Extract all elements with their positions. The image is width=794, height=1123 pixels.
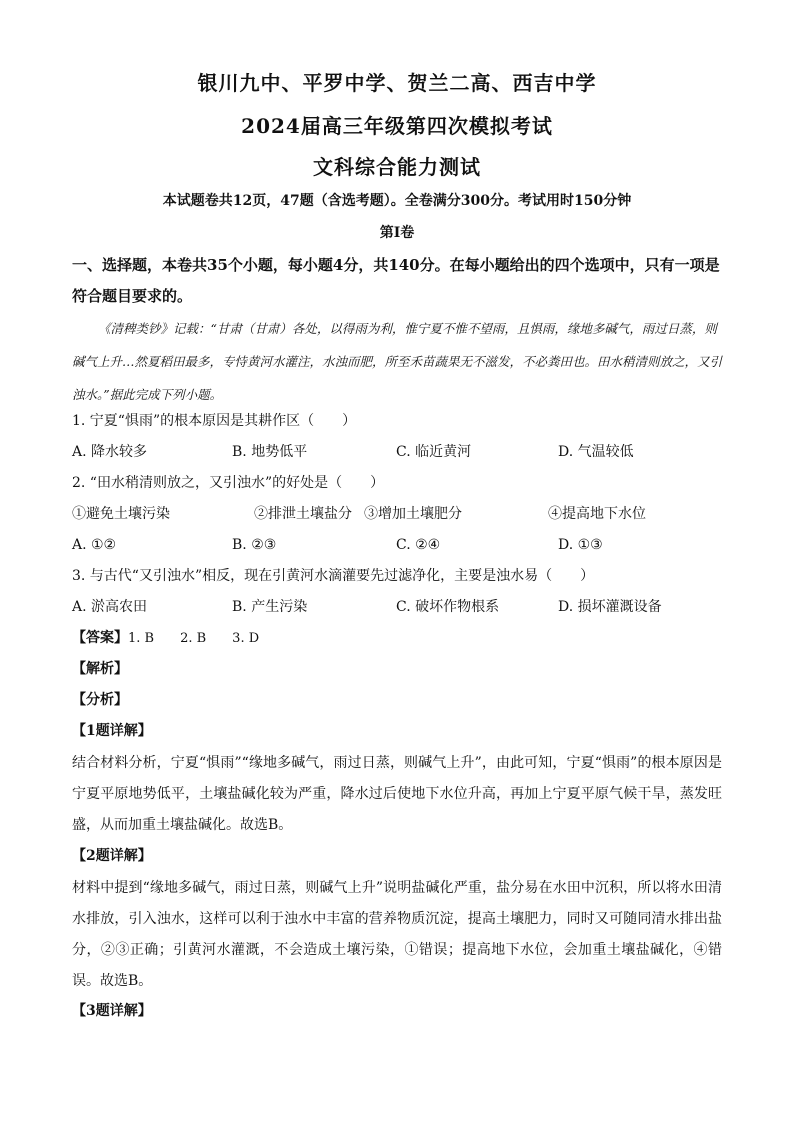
reading-passage: 《清稗类钞》记载：“甘肃（甘肃）各处，以得雨为利，惟宁夏不惟不望雨，且惧雨，缘地多碱气，雨过日蒸，则碱气上升…然夏稻田最多，专恃黄河水灌注，水浊而肥，所至禾苗蔬果无不滋发，不必粪田也。田水稍清则放之，又引浊水。”据此完成下列小题。 — [72, 321, 723, 402]
answer-line — [72, 627, 259, 650]
section-heading: 一、选择题，本卷共35个小题，每小题4分，共140分。在每小题给出的四个选项中，只有一项是符合题目要求的。 — [72, 256, 720, 305]
subject-title: 文科综合能力测试 — [313, 155, 481, 179]
option-a: A. 淤高农田 — [72, 599, 148, 615]
q1-detail-title: 【1题详解】 — [72, 723, 152, 739]
question-2-options — [72, 534, 722, 556]
question-2-stem: 2. “田水稍清则放之，又引浊水”的好处是（ ） — [72, 475, 385, 491]
question-3-options — [72, 596, 722, 618]
option-c: C. 破坏作物根系 — [396, 599, 500, 615]
question-3-stem: 3. 与古代“又引浊水”相反，现在引黄河水滴灌要先过滤净化，主要是浊水易（ ） — [72, 568, 595, 584]
q2-detail-text: 材料中提到“缘地多碱气，雨过日蒸，则碱气上升”说明盐碱化严重，盐分易在水田中沉积，所以将水田清水排放，引入浊水，这样可以利于浊水中丰富的营养物质沉淀，提高土壤肥力，同时又可随同清水排出盐分，②③正确；引黄河水灌溉，不会造成土壤污染，①错误；提高地下水位，会加重土壤盐碱化，④错误。故选B。 — [72, 880, 722, 989]
option-a: A. 降水较多 — [72, 444, 148, 460]
q2-detail-title: 【2题详解】 — [72, 848, 152, 864]
question-1-options — [72, 441, 722, 463]
option-a: A. ①② — [72, 537, 117, 553]
statement-3: ③增加土壤肥分 — [364, 506, 462, 522]
q1-detail-text: 结合材料分析，宁夏“惧雨”“缘地多碱气，雨过日蒸，则碱气上升”，由此可知，宁夏“惧雨”的根本原因是宁夏平原地势低平，土壤盐碱化较为严重，降水过后使地下水位升高，再加上宁夏平原气候干旱，蒸发旺盛，从而加重土壤盐碱化。故选B。 — [72, 755, 722, 833]
option-d: D. 气温较低 — [558, 444, 634, 460]
option-b: B. 地势低平 — [232, 444, 308, 460]
exam-info: 本试题卷共12页，47题（含选考题）。全卷满分300分。考试用时150分钟 — [162, 193, 632, 209]
answer-label: 【答案】 — [72, 630, 128, 646]
option-c: C. ②④ — [396, 537, 441, 553]
exam-title: 2024届高三年级第四次模拟考试 — [241, 114, 553, 138]
answer-values: 1. B 2. B 3. D — [128, 631, 260, 646]
analysis-label: 【解析】 — [72, 661, 128, 677]
fenxi-label: 【分析】 — [72, 692, 128, 708]
statement-4: ④提高地下水位 — [548, 506, 646, 522]
question-2-statements — [72, 503, 722, 525]
school-names: 银川九中、平罗中学、贺兰二高、西吉中学 — [197, 71, 597, 95]
option-c: C. 临近黄河 — [396, 444, 472, 460]
volume-label: 第Ⅰ卷 — [379, 225, 415, 241]
q3-detail-title: 【3题详解】 — [72, 1003, 152, 1019]
question-1-stem: 1. 宁夏“惧雨”的根本原因是其耕作区（ ） — [72, 413, 357, 429]
statement-1: ①避免土壤污染 — [72, 506, 170, 522]
option-b: B. 产生污染 — [232, 599, 308, 615]
statement-2: ②排泄土壤盐分 — [254, 506, 352, 522]
option-d: D. ①③ — [558, 537, 603, 553]
option-d: D. 损坏灌溉设备 — [558, 599, 662, 615]
option-b: B. ②③ — [232, 537, 277, 553]
